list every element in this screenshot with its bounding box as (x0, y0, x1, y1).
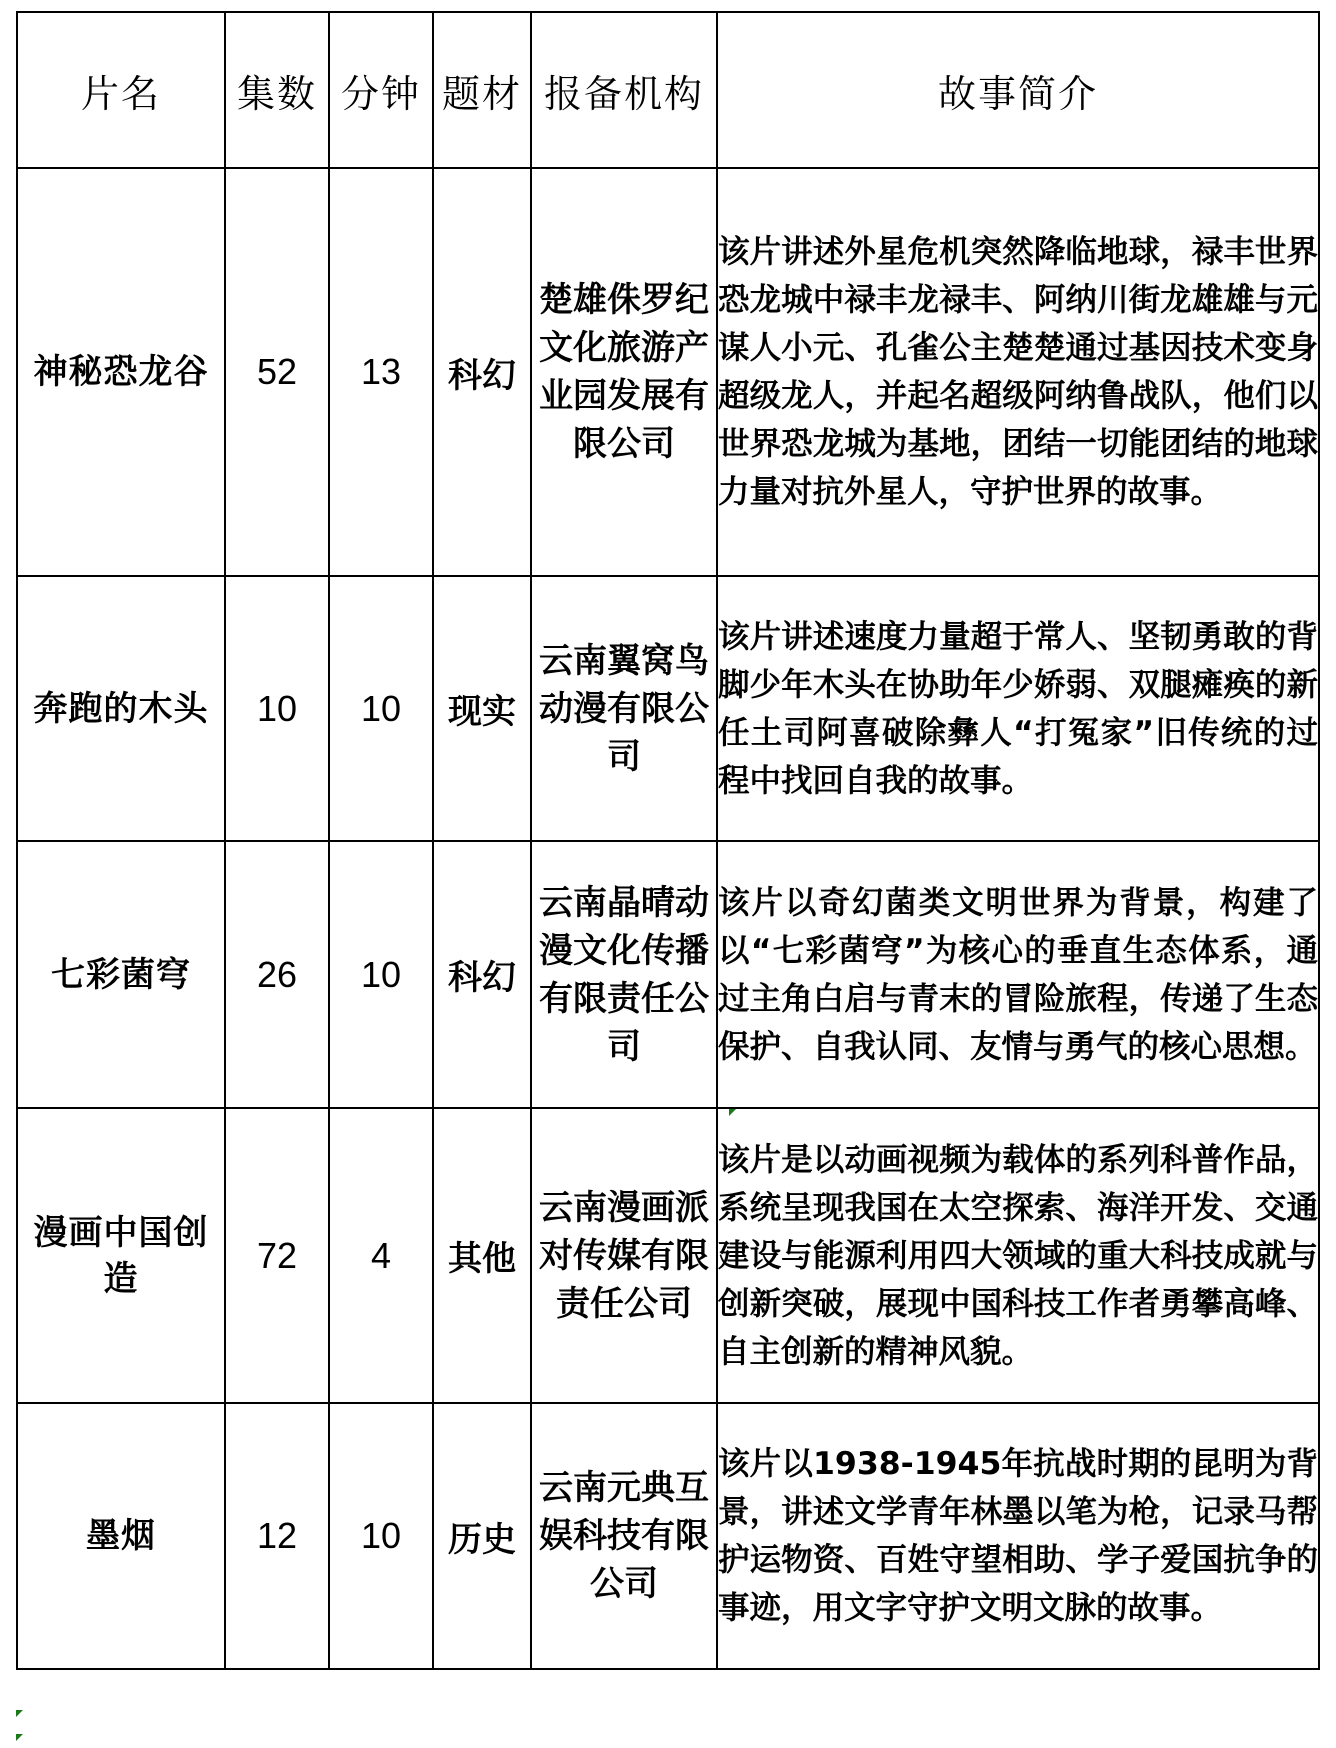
row-title: 神秘恐龙谷 (17, 168, 225, 576)
table-row (17, 576, 1319, 841)
row-synopsis: 该片以奇幻菌类文明世界为背景，构建了以“七彩菌穹”为核心的垂直生态体系，通过主角白启与青末的冒险旅程，传递了生态保护、自我认同、友情与勇气的核心思想。 (717, 841, 1319, 1108)
row-synopsis: 该片讲述外星危机突然降临地球，禄丰世界恐龙城中禄丰龙禄丰、阿纳川街龙雄雄与元谋人小元、孔雀公主楚楚通过基因技术变身超级龙人，并起名超级阿纳鲁战队，他们以世界恐龙城为基地，团结一切能团结的地球力量对抗外星人，守护世界的故事。 (717, 168, 1319, 576)
row-genre: 科幻 (433, 841, 531, 1108)
row-synopsis: 该片以1938-1945年抗战时期的昆明为背景，讲述文学青年林墨以笔为枪，记录马帮护运物资、百姓守望相助、学子爱国抗争的事迹，用文字守护文明文脉的故事。 (717, 1403, 1319, 1669)
row-genre: 科幻 (433, 168, 531, 576)
row-episodes: 10 (225, 576, 329, 841)
row-minutes: 13 (329, 168, 433, 576)
row-genre: 现实 (433, 576, 531, 841)
row-synopsis: 该片是以动画视频为载体的系列科普作品，系统呈现我国在太空探索、海洋开发、交通建设与能源利用四大领域的重大科技成就与创新突破，展现中国科技工作者勇攀高峰、自主创新的精神风貌。 (717, 1108, 1319, 1403)
row-title: 七彩菌穹 (17, 841, 225, 1108)
cell-comment-marker (16, 1710, 23, 1717)
header-synopsis: 故事简介 (717, 12, 1319, 168)
row-episodes: 52 (225, 168, 329, 576)
row-synopsis: 该片讲述速度力量超于常人、坚韧勇敢的背脚少年木头在协助年少娇弱、双腿瘫痪的新任土司阿喜破除彝人“打冤家”旧传统的过程中找回自我的故事。 (717, 576, 1319, 841)
header-minutes: 分钟 (329, 12, 433, 168)
header-title: 片名 (17, 12, 225, 168)
row-title: 漫画中国创造 (17, 1108, 225, 1403)
row-organization: 云南晶晴动漫文化传播有限责任公司 (531, 841, 717, 1108)
row-organization: 云南漫画派对传媒有限责任公司 (531, 1108, 717, 1403)
animation-filing-table (16, 11, 1320, 1670)
table-row (17, 841, 1319, 1108)
row-episodes: 12 (225, 1403, 329, 1669)
table-row (17, 1108, 1319, 1403)
table-row (17, 1403, 1319, 1669)
row-minutes: 4 (329, 1108, 433, 1403)
row-minutes: 10 (329, 1403, 433, 1669)
row-episodes: 72 (225, 1108, 329, 1403)
row-genre: 其他 (433, 1108, 531, 1403)
header-genre: 题材 (433, 12, 531, 168)
row-organization: 楚雄侏罗纪文化旅游产业园发展有限公司 (531, 168, 717, 576)
header-organization: 报备机构 (531, 12, 717, 168)
cell-comment-marker (729, 1109, 736, 1116)
row-minutes: 10 (329, 841, 433, 1108)
row-episodes: 26 (225, 841, 329, 1108)
row-organization: 云南元典互娱科技有限公司 (531, 1403, 717, 1669)
row-organization: 云南翼窝鸟动漫有限公司 (531, 576, 717, 841)
row-minutes: 10 (329, 576, 433, 841)
header-episodes: 集数 (225, 12, 329, 168)
cell-comment-marker (16, 1734, 23, 1741)
row-title: 奔跑的木头 (17, 576, 225, 841)
table-row (17, 168, 1319, 576)
row-title: 墨烟 (17, 1403, 225, 1669)
table-header-row (17, 12, 1319, 168)
row-genre: 历史 (433, 1403, 531, 1669)
